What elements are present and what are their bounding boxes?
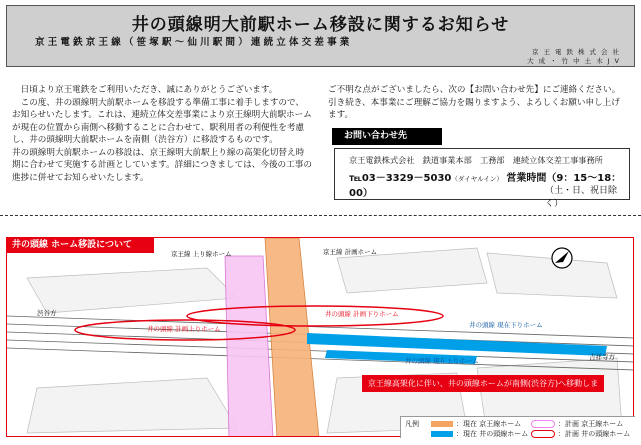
label-inokashira-up-planned: 井の頭線 計画上りホーム xyxy=(147,325,221,333)
legend-swatch xyxy=(531,420,555,428)
project-subtitle: 京王電鉄京王線（笹塚駅～仙川駅間）連続立体交差事業 xyxy=(35,37,353,48)
intro-paragraph: ご不明な点がございましたら、次の【お問い合わせ先】にご連絡ください。 xyxy=(328,85,621,95)
intro-right xyxy=(328,84,628,122)
business-hours: 営業時間（9：15～18：00） xyxy=(349,173,622,199)
contact-heading: お問い合わせ先 xyxy=(332,128,442,145)
contact-office: 京王電鉄株式会社 鉄道事業本部 工務部 連続立体交差工事事務所 xyxy=(349,155,603,165)
station-map xyxy=(6,237,634,437)
legend-label: ：現在 京王線ホーム xyxy=(456,420,522,428)
dial-in-note: （ダイヤルイン） xyxy=(451,175,503,183)
label-shibuya: 渋谷方 xyxy=(37,309,57,317)
label-inokashira-down-current: 井の頭線 現在下りホーム xyxy=(469,321,543,329)
legend-swatch xyxy=(431,431,453,437)
intro-paragraph: 井の頭線明大前駅ホームの移設は、京王線明大前駅上り線の高架化切替え時期に合わせて実施する計画としています。詳細につきましては、今後の工事の進捗に併せてお知らせいたします。 xyxy=(12,147,312,183)
map-section-title: 井の頭線 ホーム移設について xyxy=(6,237,154,253)
contact-phone[interactable]: 03－3329－5030 xyxy=(361,173,452,184)
map-legend xyxy=(400,416,635,438)
legend-swatch xyxy=(431,421,453,427)
page-title: 井の頭線明大前駅ホーム移設に関するお知らせ xyxy=(131,15,510,35)
relocation-banner: 京王線高架化に伴い、井の頭線ホームが南側(渋谷方)へ移動します。 xyxy=(362,375,604,392)
legend-item xyxy=(531,419,623,429)
notice-header xyxy=(6,5,635,67)
legend-item xyxy=(531,429,630,439)
label-kichijoji: 吉祥寺方 xyxy=(589,353,615,361)
label-inokashira-up-current: 井の頭線 現在上りホーム xyxy=(405,357,479,365)
intro-paragraph: 引き続き、本事業にご理解ご協力を賜りますよう、よろしくお願い申し上げます。 xyxy=(328,97,620,120)
organization-line-2: 大成・竹中土木JV xyxy=(527,57,624,65)
organization-line-1: 京王電鉄株式会社 xyxy=(532,48,624,56)
legend-item xyxy=(431,429,528,439)
legend-label: ：現在 井の頭線ホーム xyxy=(456,430,529,438)
intro-paragraph: この度、井の頭線明大前駅ホームを移設する準備工事に着手しますので、お知らせいたします。これは、連続立体交差事業により京王線明大前駅ホームが現在の位置から南側へ移動することに合わせて、駅利用者の利便性を考慮し、井の頭線明大前駅ホームを南側（渋谷方）に移設するものです。 xyxy=(12,97,312,145)
contact-box xyxy=(334,148,630,209)
legend-swatch xyxy=(531,430,555,438)
closed-days: （土・日、祝日除く） xyxy=(545,186,618,209)
section-divider xyxy=(0,215,641,216)
intro-left xyxy=(12,84,312,184)
legend-label: ：計画 京王線ホーム xyxy=(558,420,624,428)
label-keio-planned: 京王線 計画ホーム xyxy=(323,248,378,256)
map-drawing xyxy=(7,238,634,437)
label-inokashira-down-planned: 井の頭線 計画下りホーム xyxy=(325,310,399,318)
legend-title: 凡例 xyxy=(405,420,419,428)
tel-icon: ℡ xyxy=(349,173,362,184)
intro-paragraph: 日頃より京王電鉄をご利用いただき、誠にありがとうございます。 xyxy=(20,85,278,95)
legend-item xyxy=(431,419,521,429)
legend-label: ：計画 井の頭線ホーム xyxy=(558,430,631,438)
label-keio-up-current: 京王線 上り線ホーム xyxy=(171,250,232,258)
